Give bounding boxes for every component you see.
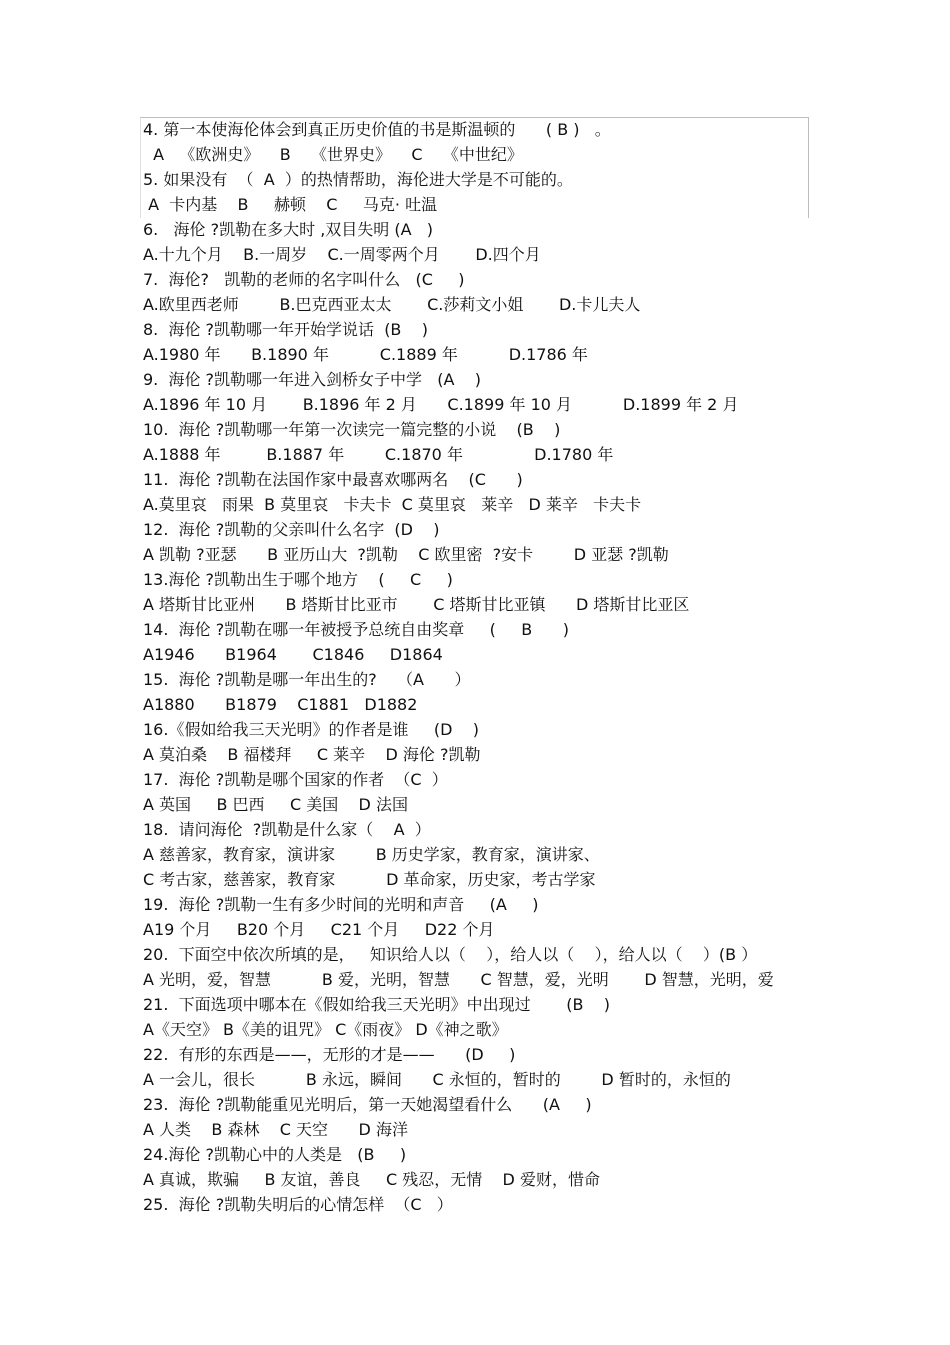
text-line: A.莫里哀 雨果 B 莫里哀 卡夫卡 C 莫里哀 莱辛 D 莱辛 卡夫卡 bbox=[143, 495, 642, 514]
text-line: 19. 海伦 ?凯勒一生有多少时间的光明和声音 (A ) bbox=[143, 895, 539, 914]
text-line: A.1888 年 B.1887 年 C.1870 年 D.1780 年 bbox=[143, 445, 614, 464]
text-line: 8. 海伦 ?凯勒哪一年开始学说话 (B ) bbox=[143, 320, 428, 339]
text-line: 5. 如果没有 （ A ）的热情帮助，海伦进大学是不可能的。 bbox=[143, 170, 573, 189]
text-line: 18. 请问海伦 ?凯勒是什么家（ A ） bbox=[143, 820, 431, 839]
text-line: A.1896 年 10 月 B.1896 年 2 月 C.1899 年 10 月 D.1899 年 2 月 bbox=[143, 395, 739, 414]
text-line: 14. 海伦 ?凯勒在哪一年被授予总统自由奖章 ( B ) bbox=[143, 620, 570, 639]
text-line: 12. 海伦 ?凯勒的父亲叫什么名字 (D ) bbox=[143, 520, 440, 539]
text-line: 10. 海伦 ?凯勒哪一年第一次读完一篇完整的小说 (B ) bbox=[143, 420, 561, 439]
text-line: 20. 下面空中依次所填的是， 知识给人以（ ），给人以（ ），给人以（ ）(B ） bbox=[143, 945, 758, 964]
text-line: A 英国 B 巴西 C 美国 D 法国 bbox=[143, 795, 408, 814]
question-list bbox=[143, 117, 823, 1217]
text-line: A 凯勒 ?亚瑟 B 亚历山大 ?凯勒 C 欧里密 ?安卡 D 亚瑟 ?凯勒 bbox=[143, 545, 669, 564]
text-line: 15. 海伦 ?凯勒是哪一年出生的? （A ） bbox=[143, 670, 471, 689]
text-line: 23. 海伦 ?凯勒能重见光明后，第一天她渴望看什么 (A ) bbox=[143, 1095, 592, 1114]
text-line: A《天空》 B《美的诅咒》 C《雨夜》 D《神之歌》 bbox=[143, 1020, 508, 1039]
text-line: 25. 海伦 ?凯勒失明后的心情怎样 （C ） bbox=[143, 1195, 453, 1214]
text-line: 13.海伦 ?凯勒出生于哪个地方 ( C ) bbox=[143, 570, 453, 589]
text-line: A 慈善家，教育家，演讲家 B 历史学家，教育家，演讲家、 bbox=[143, 845, 600, 864]
text-line: A.十九个月 B.一周岁 C.一周零两个月 D.四个月 bbox=[143, 245, 541, 264]
text-line: 21. 下面选项中哪本在《假如给我三天光明》中出现过 (B ) bbox=[143, 995, 611, 1014]
text-line: A 塔斯甘比亚州 B 塔斯甘比亚市 C 塔斯甘比亚镇 D 塔斯甘比亚区 bbox=[143, 595, 690, 614]
text-line: A19 个月 B20 个月 C21 个月 D22 个月 bbox=[143, 920, 495, 939]
text-line: A 《欧洲史》 B 《世界史》 C 《中世纪》 bbox=[143, 145, 523, 164]
text-line: A 莫泊桑 B 福楼拜 C 莱辛 D 海伦 ?凯勒 bbox=[143, 745, 481, 764]
text-line: A.1980 年 B.1890 年 C.1889 年 D.1786 年 bbox=[143, 345, 588, 364]
text-line: A1946 B1964 C1846 D1864 bbox=[143, 645, 443, 664]
text-line: A 真诚，欺骗 B 友谊，善良 C 残忍，无情 D 爱财，惜命 bbox=[143, 1170, 600, 1189]
text-line: 16.《假如给我三天光明》的作者是谁 (D ) bbox=[143, 720, 480, 739]
text-line: 22. 有形的东西是——，无形的才是—— (D ) bbox=[143, 1045, 516, 1064]
text-line: 4. 第一本使海伦体会到真正历史价值的书是斯温顿的 ( B ) 。 bbox=[143, 120, 611, 139]
text-line: A1880 B1879 C1881 D1882 bbox=[143, 695, 418, 714]
text-line: A 卡内基 B 赫顿 C 马克· 吐温 bbox=[143, 195, 438, 214]
text-line: 11. 海伦 ?凯勒在法国作家中最喜欢哪两名 (C ) bbox=[143, 470, 523, 489]
text-line: A 光明，爱，智慧 B 爱，光明，智慧 C 智慧，爱，光明 D 智慧，光明，爱 bbox=[143, 970, 774, 989]
text-line: 6. 海伦 ?凯勒在多大时 ,双目失明 (A ) bbox=[143, 220, 434, 239]
text-line: 9. 海伦 ?凯勒哪一年进入剑桥女子中学 (A ) bbox=[143, 370, 482, 389]
text-line: 24.海伦 ?凯勒心中的人类是 (B ) bbox=[143, 1145, 407, 1164]
text-line: A 人类 B 森林 C 天空 D 海洋 bbox=[143, 1120, 408, 1139]
text-line: C 考古家，慈善家，教育家 D 革命家，历史家，考古学家 bbox=[143, 870, 596, 889]
text-line: A 一会儿，很长 B 永远，瞬间 C 永恒的，暂时的 D 暂时的，永恒的 bbox=[143, 1070, 731, 1089]
text-line: A.欧里西老师 B.巴克西亚太太 C.莎莉文小姐 D.卡儿夫人 bbox=[143, 295, 641, 314]
text-line: 17. 海伦 ?凯勒是哪个国家的作者 （C ） bbox=[143, 770, 448, 789]
text-line: 7. 海伦? 凯勒的老师的名字叫什么 (C ) bbox=[143, 270, 465, 289]
